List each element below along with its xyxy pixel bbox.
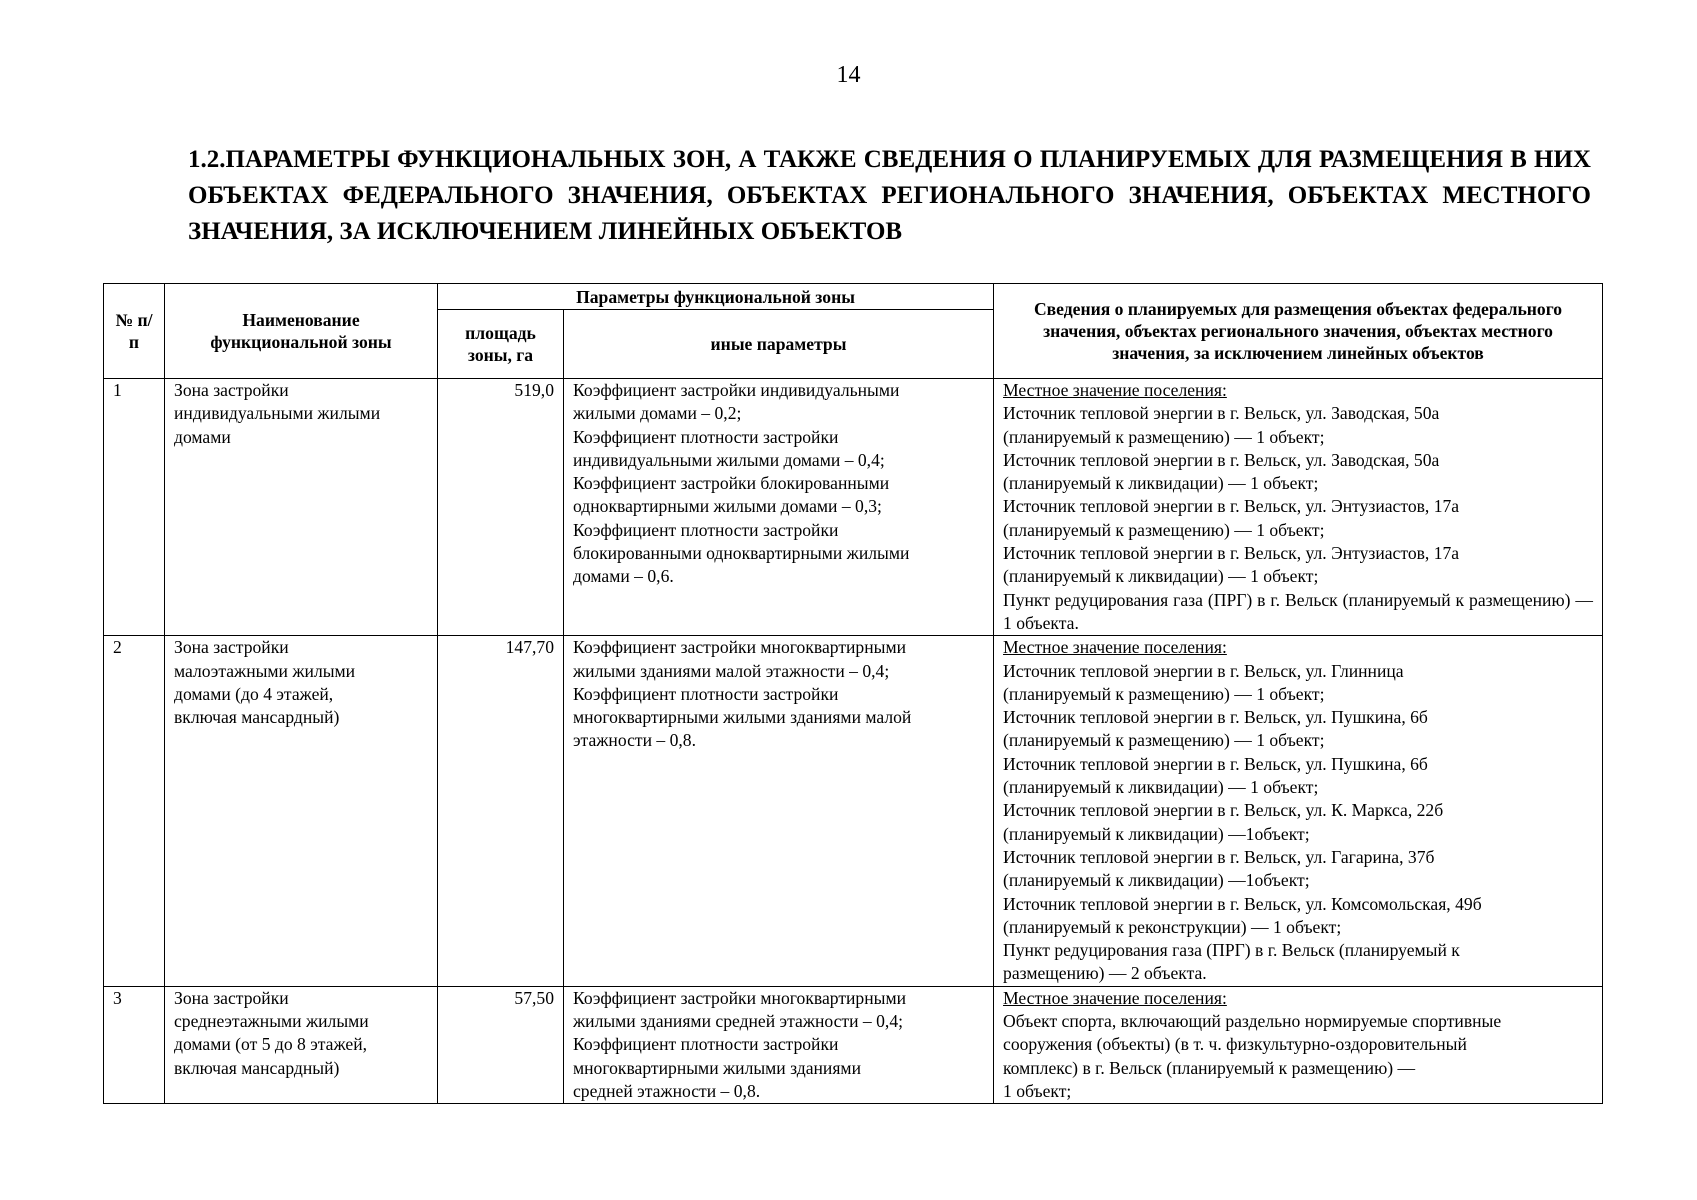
object-line: Пункт редуцирования газа (ПРГ) в г. Вельск (планируемый к размещению) — 1 объекта. [1003, 589, 1594, 633]
table-row [104, 986, 1603, 1103]
zone-name-line: Зона застройки [174, 987, 289, 1008]
object-line: размещению) — 2 объекта. [1003, 963, 1207, 984]
zone-name-line: домами (до 4 этажей, [174, 683, 334, 704]
parameter-line: жилыми зданиями малой этажности – 0,4; [573, 660, 890, 681]
object-line: Источник тепловой энергии в г. Вельск, ул. Заводская, 50а [1003, 403, 1440, 424]
object-line: Источник тепловой энергии в г. Вельск, ул. Глинница [1003, 660, 1404, 681]
parameter-line: многоквартирными жилыми зданиями малой [573, 707, 912, 728]
zone-other-parameters [564, 379, 994, 636]
object-line: Объект спорта, включающий раздельно нормируемые спортивные [1003, 1011, 1502, 1032]
functional-zones-table [103, 283, 1603, 1104]
header-number: № п/п [104, 284, 165, 379]
parameter-line: Коэффициент застройки многоквартирными [573, 987, 907, 1008]
object-line: (планируемый к ликвидации) — 1 объект; [1003, 566, 1319, 587]
zone-name-line: Зона застройки [174, 380, 289, 400]
zone-name-line: Зона застройки [174, 637, 289, 658]
planned-objects [994, 986, 1603, 1103]
zone-name-line: домами (от 5 до 8 этажей, [174, 1034, 368, 1055]
object-line: Источник тепловой энергии в г. Вельск, ул. Комсомольская, 49б [1003, 893, 1482, 914]
parameter-line: Коэффициент плотности застройки [573, 426, 839, 447]
planned-objects [994, 379, 1603, 636]
header-zone-parameters: Параметры функциональной зоны [438, 284, 994, 310]
object-line: Источник тепловой энергии в г. Вельск, ул. Пушкина, 6б [1003, 753, 1428, 774]
parameter-line: Коэффициент плотности застройки [573, 683, 839, 704]
object-line: Пункт редуцирования газа (ПРГ) в г. Вельск (планируемый к [1003, 940, 1460, 961]
zone-name-line: индивидуальными жилыми [174, 403, 381, 424]
row-number: 2 [104, 636, 165, 986]
parameter-line: Коэффициент застройки блокированными [573, 473, 890, 494]
parameter-line: домами – 0,6. [573, 566, 674, 587]
header-other-parameters: иные параметры [564, 310, 994, 379]
object-line: (планируемый к ликвидации) —1объект; [1003, 870, 1310, 891]
object-line: Источник тепловой энергии в г. Вельск, ул. Заводская, 50а [1003, 449, 1440, 470]
object-line: (планируемый к размещению) — 1 объект; [1003, 426, 1325, 447]
object-line: (планируемый к ликвидации) — 1 объект; [1003, 777, 1319, 798]
parameter-line: блокированными одноквартирными жилыми [573, 543, 910, 564]
object-line: Источник тепловой энергии в г. Вельск, ул. Энтузиастов, 17а [1003, 543, 1460, 564]
header-zone-name: Наименование функциональной зоны [165, 284, 438, 379]
parameter-line: Коэффициент плотности застройки [573, 519, 839, 540]
object-line: комплекс) в г. Вельск (планируемый к размещению) — [1003, 1057, 1416, 1078]
header-planned-objects: Сведения о планируемых для размещения объектах федерального значения, объектах регионального значения, объектах местного значения, за исключением линейных объектов [994, 284, 1603, 379]
zone-name-line: домами [174, 426, 231, 447]
zone-name [165, 636, 438, 986]
objects-heading: Местное значение поселения: [1003, 987, 1227, 1008]
zone-name-line: включая мансардный) [174, 1057, 340, 1078]
zone-name-line: малоэтажными жилыми [174, 660, 356, 681]
row-number: 1 [104, 379, 165, 636]
parameter-line: индивидуальными жилыми домами – 0,4; [573, 449, 885, 470]
object-line: (планируемый к ликвидации) —1объект; [1003, 823, 1310, 844]
zone-name [165, 986, 438, 1103]
parameter-line: этажности – 0,8. [573, 730, 696, 751]
row-number: 3 [104, 986, 165, 1103]
object-line: (планируемый к размещению) — 1 объект; [1003, 683, 1325, 704]
object-line: (планируемый к реконструкции) — 1 объект; [1003, 916, 1342, 937]
zone-other-parameters [564, 986, 994, 1103]
object-line: Источник тепловой энергии в г. Вельск, ул. Пушкина, 6б [1003, 707, 1428, 728]
object-line: Источник тепловой энергии в г. Вельск, ул. Энтузиастов, 17а [1003, 496, 1460, 517]
objects-heading: Местное значение поселения: [1003, 380, 1227, 400]
header-area: площадь зоны, га [438, 310, 564, 379]
page-number: 14 [836, 62, 861, 88]
parameter-line: Коэффициент застройки многоквартирными [573, 637, 907, 658]
table-row [104, 379, 1603, 636]
object-line: (планируемый к размещению) — 1 объект; [1003, 519, 1325, 540]
parameter-line: Коэффициент застройки индивидуальными [573, 380, 900, 400]
objects-heading: Местное значение поселения: [1003, 637, 1227, 658]
zone-other-parameters [564, 636, 994, 986]
parameter-line: жилыми зданиями средней этажности – 0,4; [573, 1011, 904, 1032]
section-title: 1.2.ПАРАМЕТРЫ ФУНКЦИОНАЛЬНЫХ ЗОН, А ТАКЖЕ СВЕДЕНИЯ О ПЛАНИРУЕМЫХ ДЛЯ РАЗМЕЩЕНИЯ В НИХ ОБЪЕКТАХ ФЕДЕРАЛЬНОГО ЗНАЧЕНИЯ, ОБЪЕКТАХ РЕГИОНАЛЬНОГО ЗНАЧЕНИЯ, ОБЪЕКТАХ МЕСТНОГО ЗНАЧЕНИЯ, ЗА ИСКЛЮЧЕНИЕМ ЛИНЕЙНЫХ ОБЪЕКТОВ [188, 146, 1591, 245]
object-line: Источник тепловой энергии в г. Вельск, ул. Гагарина, 37б [1003, 846, 1435, 867]
parameter-line: жилыми домами – 0,2; [573, 403, 742, 424]
object-line: (планируемый к ликвидации) — 1 объект; [1003, 473, 1319, 494]
zone-name-line: среднеэтажными жилыми [174, 1011, 369, 1032]
zone-area: 57,50 [438, 986, 564, 1103]
object-line: сооружения (объекты) (в т. ч. физкультурно-оздоровительный [1003, 1034, 1467, 1055]
zone-area: 519,0 [438, 379, 564, 636]
zone-name [165, 379, 438, 636]
parameter-line: средней этажности – 0,8. [573, 1080, 761, 1101]
parameter-line: Коэффициент плотности застройки [573, 1034, 839, 1055]
zone-area: 147,70 [438, 636, 564, 986]
parameter-line: многоквартирными жилыми зданиями [573, 1057, 861, 1078]
table-row [104, 636, 1603, 986]
object-line: 1 объект; [1003, 1080, 1072, 1101]
parameter-line: одноквартирными жилыми домами – 0,3; [573, 496, 882, 517]
zone-name-line: включая мансардный) [174, 707, 340, 728]
object-line: Источник тепловой энергии в г. Вельск, ул. К. Маркса, 22б [1003, 800, 1444, 821]
planned-objects [994, 636, 1603, 986]
object-line: (планируемый к размещению) — 1 объект; [1003, 730, 1325, 751]
